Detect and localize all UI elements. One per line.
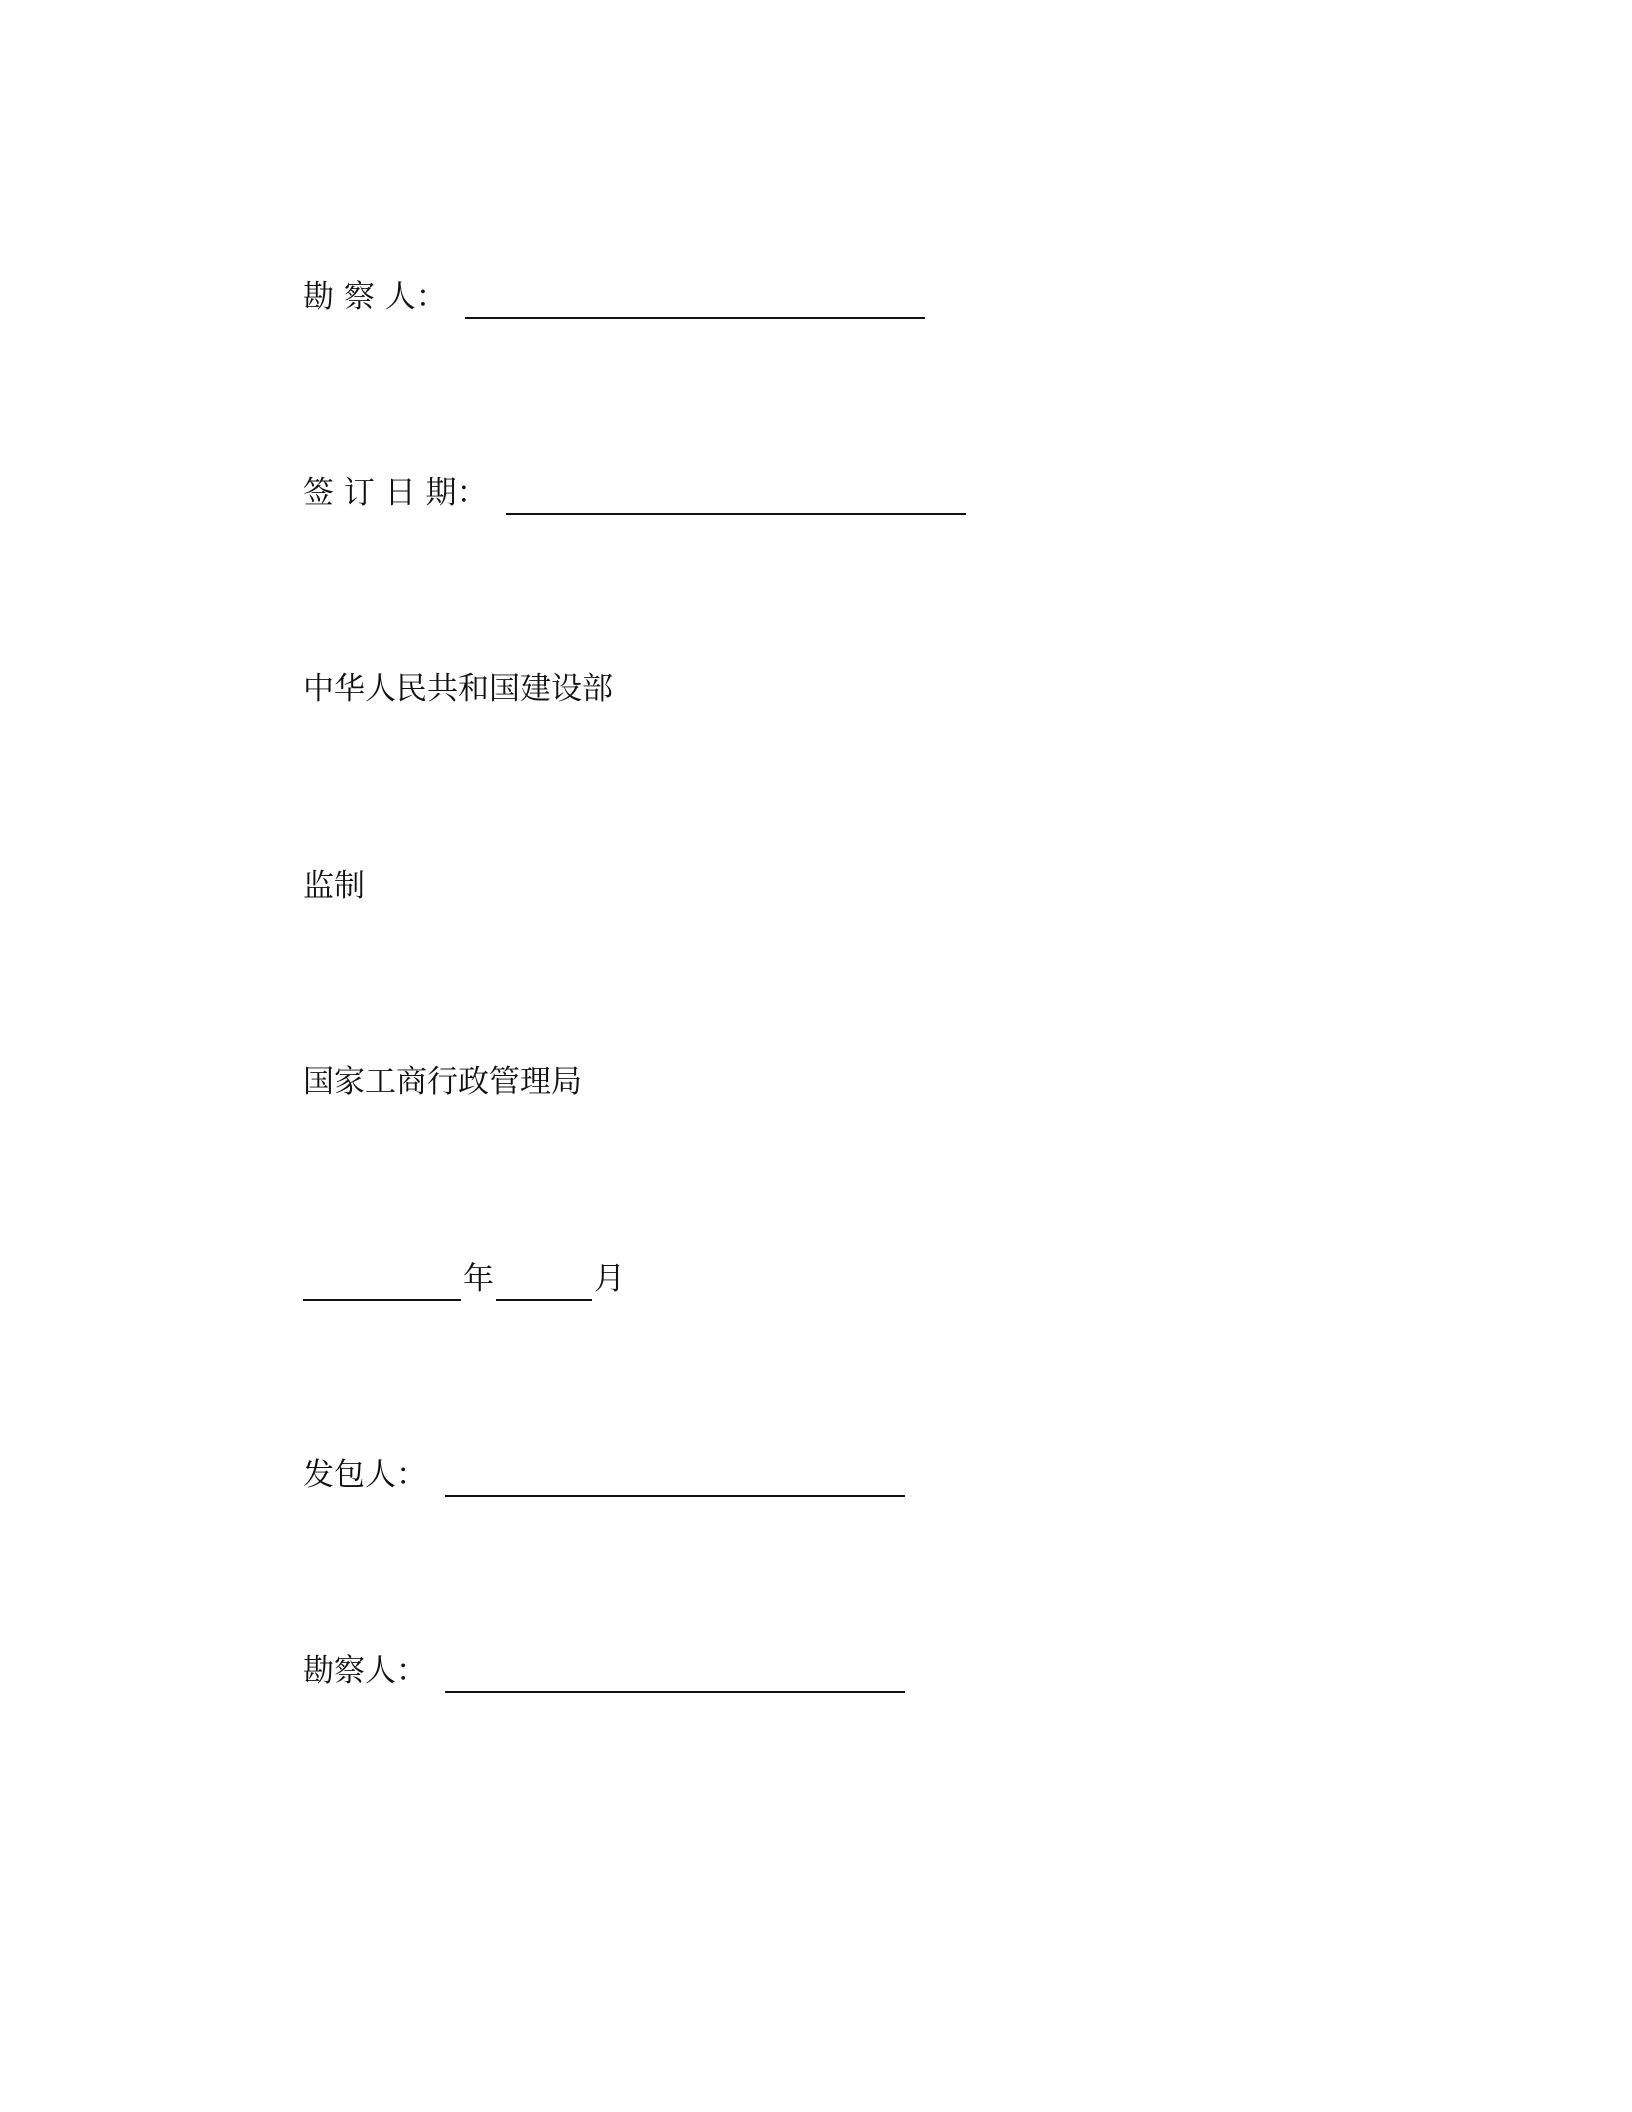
- surveyor-label: 勘 察 人: [303, 279, 416, 315]
- employer-blank-line: [445, 1493, 905, 1497]
- year-word: 年: [463, 1261, 494, 1297]
- bureau-text: 国家工商行政管理局: [303, 1064, 582, 1100]
- surveyor-blank-line-2: [445, 1689, 905, 1693]
- surveyor-blank-line: [465, 315, 925, 319]
- sign-date-blank-line: [506, 511, 966, 515]
- employer-colon: ：: [396, 1457, 427, 1493]
- month-word: 月: [594, 1261, 625, 1297]
- ministry-line: [303, 667, 613, 711]
- employer-label: 发包人: [303, 1457, 396, 1493]
- supervised-text: 监制: [303, 868, 365, 904]
- surveyor-colon-2: ：: [396, 1653, 427, 1689]
- sign-date-label: 签 订 日 期: [303, 475, 457, 511]
- employer-field-row: [303, 1453, 905, 1497]
- month-blank-line: [496, 1297, 592, 1301]
- ministry-text: 中华人民共和国建设部: [303, 671, 613, 707]
- surveyor-colon: ：: [415, 279, 447, 315]
- year-blank-line: [303, 1297, 461, 1301]
- surveyor-label-2: 勘察人: [303, 1653, 396, 1689]
- supervised-line: [303, 864, 365, 908]
- sign-date-colon: ：: [456, 475, 488, 511]
- sign-date-field-row: [303, 471, 966, 515]
- bureau-line: [303, 1060, 582, 1104]
- surveyor-field-row-2: [303, 1649, 905, 1693]
- year-month-line: [303, 1257, 627, 1301]
- surveyor-field-row: [303, 275, 925, 319]
